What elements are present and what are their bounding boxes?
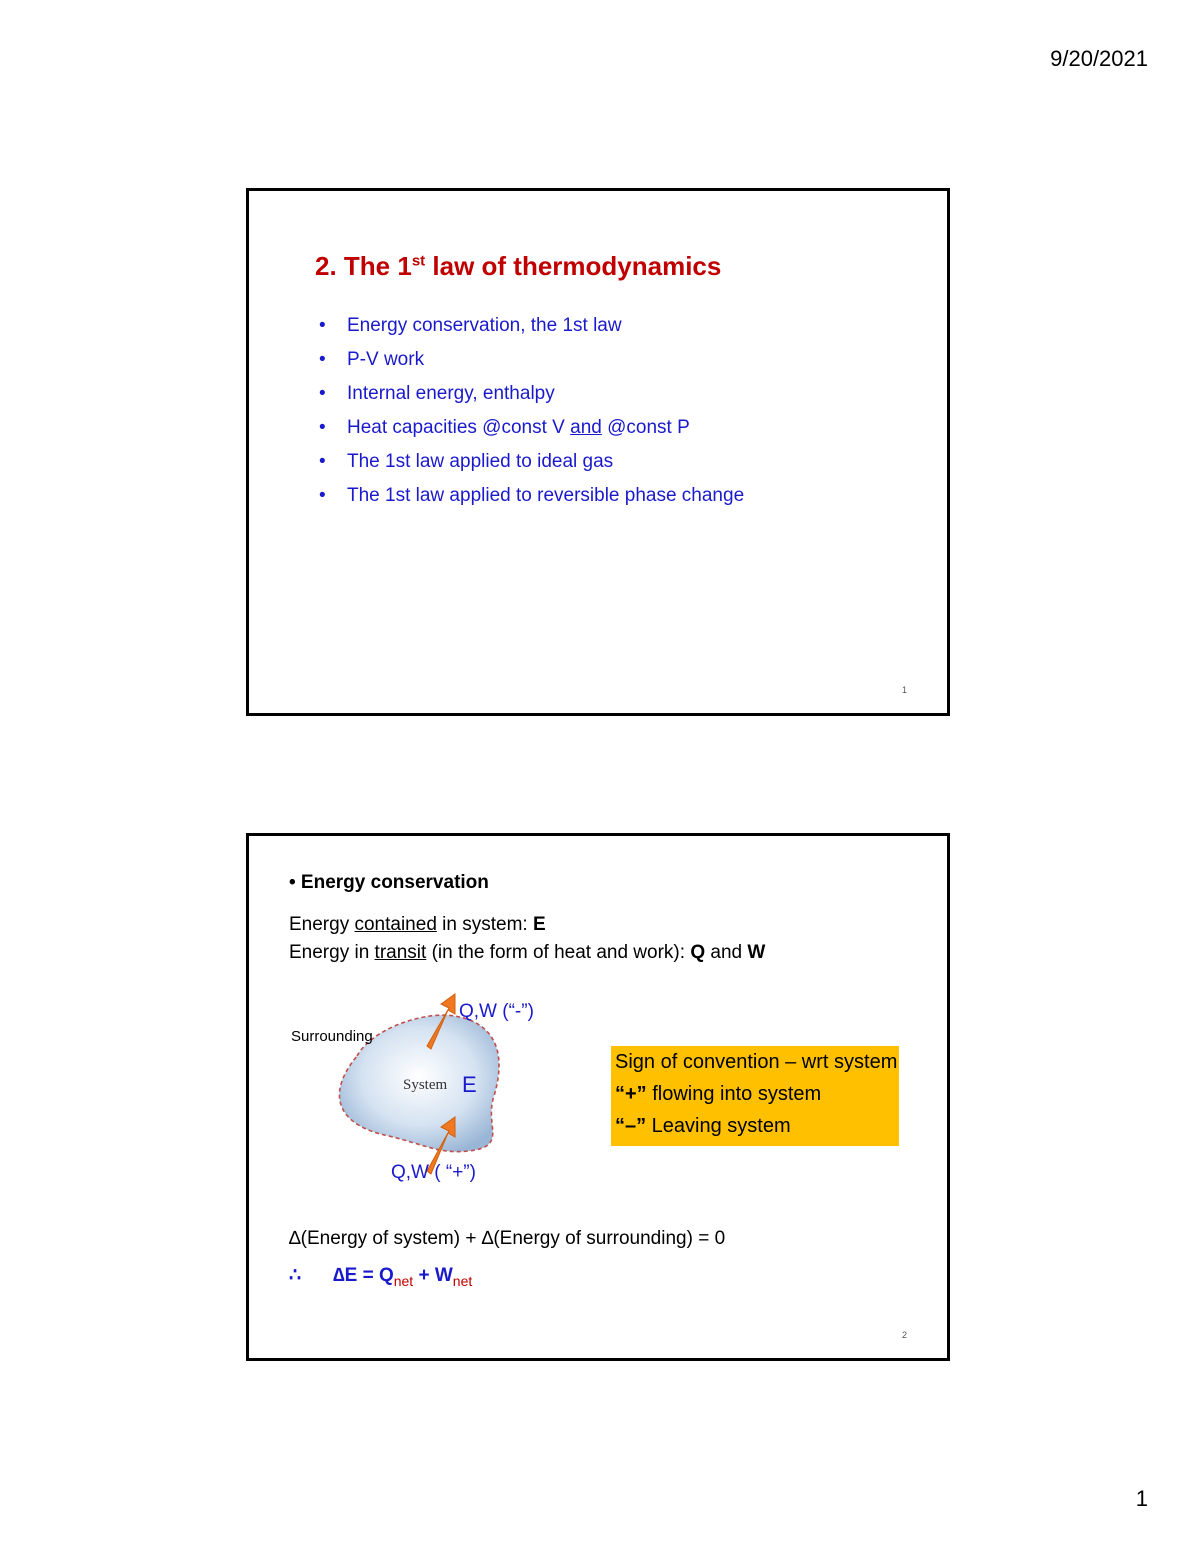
document-date: 9/20/2021 [1050, 46, 1148, 71]
slide-number: 2 [901, 1330, 907, 1340]
energy-balance-equation: ∆(Energy of system) + ∆(Energy of surrounding) = 0 [289, 1228, 726, 1249]
slide-1 [246, 188, 950, 716]
list-item: • Heat capacities @const V and @const P [319, 411, 744, 445]
slide-number: 1 [901, 685, 907, 695]
surrounding-label: Surrounding [291, 1028, 373, 1045]
system-label: System [403, 1077, 448, 1093]
first-law-equation: ∴ $\Delta E = Q_{net} + W_{net}$ [289, 1265, 473, 1289]
title-suffix: law of thermodynamics [425, 251, 722, 281]
bullet-icon: • [319, 451, 326, 472]
energy-contained-line: Energy contained in system: E [289, 914, 546, 935]
heat-work-in-label: Q,W ( “+”) [391, 1162, 476, 1183]
list-item: • Internal energy, enthalpy [319, 377, 744, 411]
slide-title [315, 251, 721, 282]
sign-convention-title: Sign of convention – wrt system [615, 1051, 898, 1073]
title-prefix: 2. The 1 [315, 251, 412, 281]
bullet-icon: • [319, 417, 326, 438]
bullet-icon: • [319, 383, 326, 404]
section-heading: • Energy conservation [289, 872, 489, 893]
title-superscript: st [411, 252, 426, 270]
bullet-icon: • [319, 315, 326, 336]
topic-list [319, 309, 744, 513]
list-item: • Energy conservation, the 1st law [319, 309, 744, 343]
sign-minus-line: “–” Leaving system [615, 1115, 791, 1137]
energy-transit-line: Energy in transit (in the form of heat and work): Q and W [289, 942, 766, 963]
list-item: • The 1st law applied to ideal gas [319, 445, 744, 479]
sign-convention-box [611, 1046, 899, 1146]
list-item: • The 1st law applied to reversible phase change [319, 479, 744, 513]
sign-plus-line: “+” flowing into system [615, 1083, 822, 1105]
bullet-icon: • [319, 349, 326, 370]
list-item: • P-V work [319, 343, 744, 377]
energy-symbol: E [462, 1072, 477, 1097]
heat-work-out-label: Q,W (“-”) [459, 1001, 534, 1022]
bullet-icon: • [319, 485, 326, 506]
therefore-symbol: ∴ [289, 1265, 302, 1286]
slide-2 [246, 833, 950, 1361]
page-number: 1 [1135, 1486, 1148, 1511]
